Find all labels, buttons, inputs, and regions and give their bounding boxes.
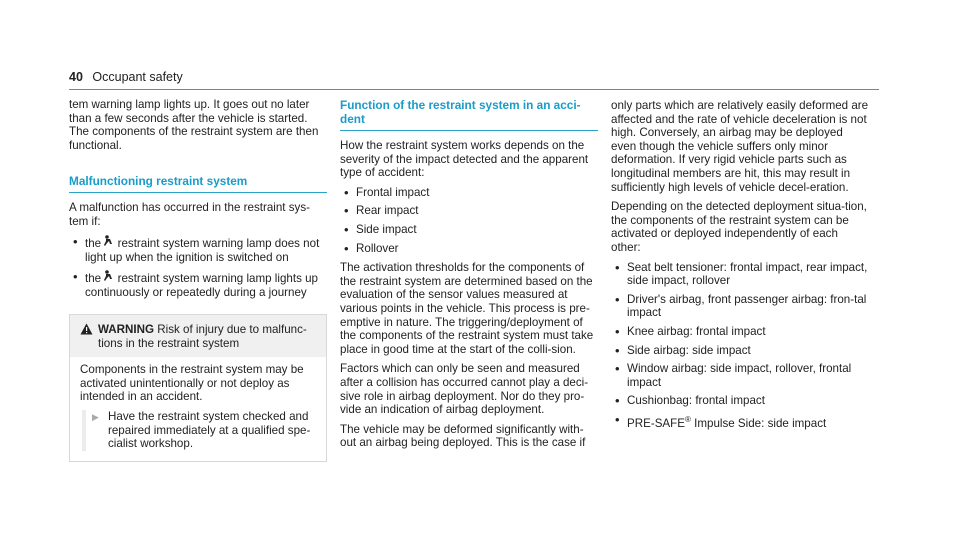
lead-paragraph: How the restraint system works depends on the severity of the impact detected and the apparent type of accident: [340, 139, 589, 180]
column-1 [69, 98, 327, 462]
column-2 [340, 98, 598, 456]
malfunction-list [69, 235, 327, 300]
list-item: • the restraint system warning lamp does not light up when the ignition is switched on [69, 235, 327, 265]
lead-paragraph: A malfunction has occurred in the restraint sys-tem if: [69, 201, 311, 228]
list-item: • Cushionbag: frontal impact [611, 394, 869, 408]
warning-body [70, 357, 326, 461]
seat-occupant-warning-icon [104, 235, 114, 252]
play-arrow-icon: ▶ [92, 411, 99, 422]
seat-occupant-warning-icon [104, 270, 114, 287]
body-paragraph: The vehicle may be deformed significantly with-out an airbag being deployed. This is the case if [340, 422, 586, 450]
list-item: • Side impact [340, 223, 598, 237]
list-item: • Driver's airbag, front passenger airbag: fron-tal impact [611, 293, 869, 320]
intro-paragraph: tem warning lamp lights up. It goes out no later than a few seconds after the vehicle is started. The components of the restraint system are then functional. [69, 98, 319, 152]
impact-type-list [340, 186, 598, 255]
component-list [611, 261, 869, 431]
warning-header [70, 315, 326, 357]
list-item: • Rear impact [340, 204, 598, 218]
section-heading-malfunction: Malfunctioning restraint system [69, 174, 327, 193]
page-header [69, 70, 183, 84]
list-item: • Rollover [340, 242, 598, 256]
list-item: • Frontal impact [340, 186, 598, 200]
action-block [82, 410, 316, 451]
list-item: • Side airbag: side impact [611, 344, 869, 358]
warning-title-text: Risk of injury due to malfunc-tions in the restraint system [98, 322, 307, 350]
list-item: • Seat belt tensioner: frontal impact, rear impact, side impact, rollover [611, 261, 869, 288]
list-item: • Window airbag: side impact, rollover, frontal impact [611, 362, 869, 389]
list-item: • PRE-SAFE® Impulse Side: side impact [611, 413, 869, 430]
body-paragraph: only parts which are relatively easily deformed are affected and the rate of vehicle deceleration is not high. Conversely, an airbag may be deployed even though the vehicle suffers only minor deformation. If very rigid vehicle parts such as longitudinal members are hit, this may result in sufficiently high levels of vehicle decel-eration. [611, 99, 869, 194]
warning-triangle-icon [80, 323, 98, 350]
body-paragraph: Depending on the detected deployment situa-tion, the components of the restraint system can be activated or deployed independently of each other: [611, 200, 867, 254]
column-3 [611, 99, 869, 436]
list-item: • Knee airbag: frontal impact [611, 325, 869, 339]
body-paragraph: Factors which can only be seen and measured after a collision has occurred cannot play a deci-sive role in airbag deployment. Nor do they pro-vide an indication of airbag deployment. [340, 362, 589, 417]
list-item: • the restraint system warning lamp lights up continuously or repeatedly during a journey [69, 270, 327, 300]
warning-box [69, 314, 327, 462]
action-item [92, 410, 316, 451]
warning-title: WARNING [98, 322, 155, 336]
action-text: Have the restraint system checked and repaired immediately at a qualified spe-cialist workshop. [108, 409, 311, 451]
header-rule [69, 89, 879, 90]
page-number: 40 [69, 70, 83, 84]
section-heading-function: Function of the restraint system in an acci-dent [340, 98, 598, 131]
body-paragraph: The activation thresholds for the components of the restraint system are determined based on the evaluation of the sensor values measured at various points in the vehicle. This process is pre-emptive in nature. The triggering/deployment of the components of the restraint system must take place in good time at the start of the colli-sion. [340, 261, 594, 356]
section-title: Occupant safety [92, 70, 183, 84]
warning-text: Components in the restraint system may be activated unintentionally or not deploy as intended in an accident. [80, 363, 304, 404]
